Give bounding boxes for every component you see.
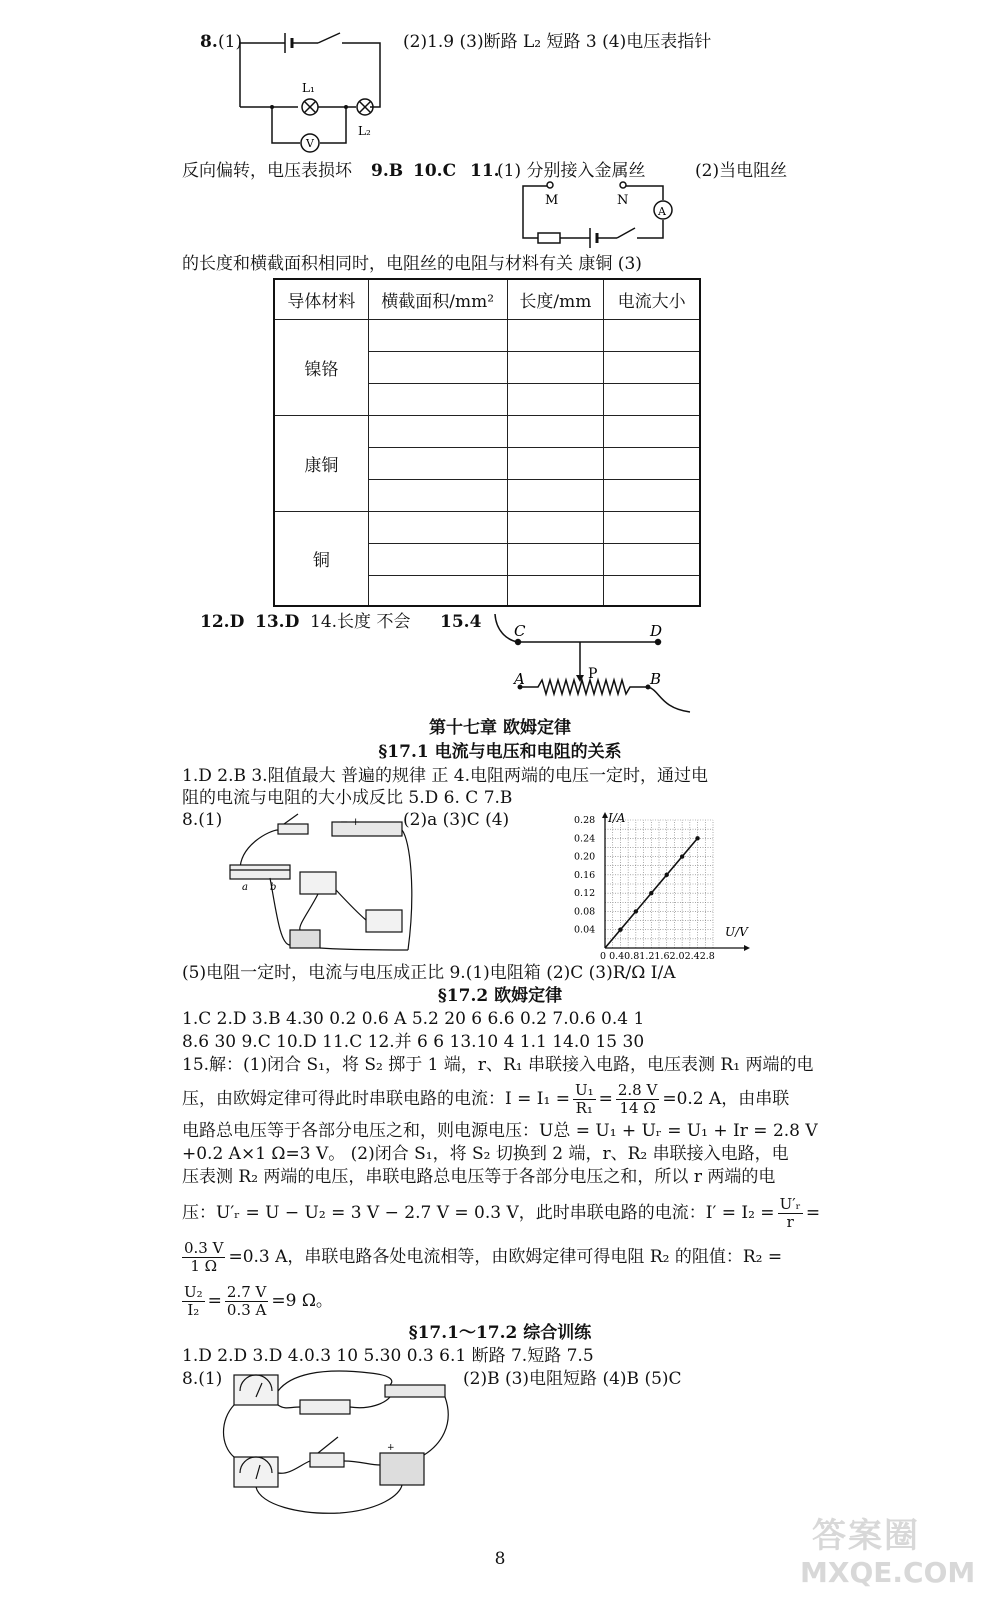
data-point: [649, 891, 653, 895]
denominator: 0.3 A: [226, 1301, 267, 1319]
lamp-l1-label: L₁: [302, 81, 315, 95]
y-tick-label: 0.04: [574, 924, 596, 936]
s172-q15-line6: 压：U′ᵣ = U − U₂ = 3 V − 2.7 V = 0.3 V，此时串联电路的电流：I′ = I₂ = $\frac{\text{U′ᵣ}}{r}$ =: [182, 1195, 821, 1231]
y-tick-label: 0.24: [574, 833, 596, 845]
denominator: r: [786, 1213, 794, 1231]
q9-answer: 9.B: [371, 161, 404, 181]
comp-q8-rest: (2)B (3)电阻短路 (4)B (5)C: [463, 1369, 682, 1389]
s172-q15-line3: 电路总电压等于各部分电压之和，则电源电压：U总 = U₁ + Uᵣ = U₁ + Ir = 2.8 V: [182, 1121, 818, 1141]
section-comprehensive-title: §17.1～17.2 综合训练: [408, 1323, 592, 1343]
numerator: U₂: [184, 1283, 203, 1301]
y-axis-label: I/A: [608, 811, 626, 825]
material-cell: 康铜: [274, 415, 368, 511]
s171-q8-label: 8.(1): [182, 810, 223, 830]
s172-answers-line1: 1.C 2.D 3.B 4.30 0.2 0.6 A 5.2 20 6 6.6 0.2 7.0.6 0.4 1: [182, 1009, 645, 1029]
q15-answer: 15.4: [440, 612, 482, 632]
s172-q15-line5: 压表测 R₂ 两端的电压，串联电路总电压等于各部分电压之和，所以 r 两端的电: [182, 1167, 776, 1187]
y-tick-label: 0.28: [574, 815, 596, 826]
text: =0.2 A，由串联: [662, 1089, 790, 1109]
s172-q15-line2: 压，由欧姆定律可得此时串联电路的电流：I = I₁ = $\frac{\text{U₁}}{\text{R₁}}$ = $\frac{2.8 V}{14 \Omega}$ =0.2 A，由串联: [182, 1081, 790, 1117]
slider-p-label: P: [588, 666, 598, 682]
watermark-url: MXQE.COM: [800, 1556, 976, 1589]
s171-answers-line1: 1.D 2.B 3.阻值最大 普遍的规律 正 4.电阻两端的电压一定时，通过电: [182, 766, 709, 786]
section-17-2-title: §17.2 欧姆定律: [437, 986, 563, 1006]
rheostat-diagram: [490, 612, 700, 720]
numerator: U₁: [574, 1081, 594, 1099]
material-cell: 铜: [274, 511, 368, 606]
text: =9 Ω。: [271, 1291, 333, 1311]
denominator: 14 Ω: [619, 1099, 656, 1117]
comp-answers-line1: 1.D 2.D 3.D 4.0.3 10 5.30 0.3 6.1 断路 7.短路 7.5: [182, 1346, 594, 1366]
apparatus-sketch-2: [220, 1365, 460, 1525]
watermark-logo: 答案圈: [812, 1516, 920, 1556]
s171-q8-rest: (2)a (3)C (4): [403, 810, 510, 830]
s171-answers-line5: (5)电阻一定时，电流与电压成正比 9.(1)电阻箱 (2)C (3)R/Ω I/A: [182, 963, 676, 983]
comp-q8-label: 8.(1): [182, 1369, 223, 1389]
chapter-title: 第十七章 欧姆定律: [429, 718, 571, 738]
x-axis-label: U/V: [725, 925, 748, 939]
table-header: 导体材料: [274, 279, 368, 319]
table-header: 电流大小: [604, 279, 700, 319]
y-tick-label: 0.12: [574, 888, 596, 900]
q8-part1: (1): [218, 32, 243, 52]
q13-answer: 13.D: [255, 612, 300, 632]
x-tick-labels: 0 0.40.81.21.62.02.42.8: [600, 951, 715, 960]
q11-number: 11.: [470, 161, 500, 181]
text: 压，由欧姆定律可得此时串联电路的电流：I = I₁ =: [182, 1089, 570, 1109]
ammeter-label: A: [658, 205, 666, 218]
svg-text:− +: − +: [340, 817, 360, 828]
denominator: 1 Ω: [190, 1257, 218, 1275]
denominator: R₁: [575, 1099, 593, 1117]
svg-text:a: a: [242, 882, 248, 893]
q11-continuation: 的长度和横截面积相同时，电阻丝的电阻与材料有关 康铜 (3): [182, 254, 642, 274]
s172-q15-line4: +0.2 A×1 Ω=3 V。 (2)闭合 S₁，将 S₂ 切换到 2 端，r、R₂ 串联接入电路，电: [182, 1144, 789, 1164]
table-header: 横截面积/mm²: [368, 279, 507, 319]
fraction: [616, 1082, 659, 1117]
series-circuit-diagram: [230, 25, 400, 155]
fraction: [225, 1284, 268, 1319]
fraction: [573, 1082, 596, 1117]
s172-q15-line8: $\frac{\text{U₂}}{\text{I₂}}$ = $\frac{2.7 V}{0.3 A}$ =9 Ω。: [184, 1283, 333, 1319]
numerator: 2.8 V: [617, 1081, 658, 1099]
terminal-m-label: M: [545, 193, 559, 208]
text: 压：U′ᵣ = U − U₂ = 3 V − 2.7 V = 0.3 V，此时串联电路的电流：I′ = I₂ =: [182, 1203, 775, 1223]
data-point: [618, 928, 622, 932]
iu-graph: [568, 810, 758, 960]
data-point: [634, 909, 638, 913]
q8-continuation: 反向偏转，电压表损坏: [182, 161, 352, 181]
material-cell: 镍铬: [274, 319, 368, 415]
voltmeter-label: V: [306, 137, 314, 150]
svg-text:+: +: [387, 1443, 395, 1453]
terminal-c-label: C: [514, 622, 526, 640]
terminal-b-label: B: [650, 670, 662, 688]
q14-answer: 14.长度 不会: [310, 612, 411, 632]
q10-answer: 10.C: [413, 161, 457, 181]
data-point: [695, 836, 699, 840]
page-number: 8: [494, 1549, 506, 1569]
design-data-table: [273, 278, 701, 607]
numerator: 2.7 V: [226, 1283, 267, 1301]
numerator: 0.3 V: [184, 1239, 224, 1257]
svg-text:b: b: [270, 882, 277, 893]
q11-part1: (1) 分别接入金属丝: [497, 161, 646, 181]
lamp-l2-label: L₂: [358, 124, 371, 138]
text: =0.3 A，串联电路各处电流相等，由欧姆定律可得电阻 R₂ 的阻值：R₂ =: [228, 1247, 783, 1267]
apparatus-sketch: [220, 810, 420, 965]
fraction: [778, 1196, 803, 1231]
y-tick-label: 0.20: [574, 851, 596, 863]
section-17-1-title: §17.1 电流与电压和电阻的关系: [378, 742, 622, 762]
data-point: [680, 854, 684, 858]
y-tick-label: 0.16: [574, 869, 596, 881]
resistance-wire-circuit: [505, 180, 685, 255]
s172-answers-line2: 8.6 30 9.C 10.D 11.C 12.并 6 6 13.10 4 1.1 14.0 15 30: [182, 1032, 645, 1052]
denominator: I₂: [187, 1301, 200, 1319]
s172-q15-line1: 15.解：(1)闭合 S₁，将 S₂ 掷于 1 端，r、R₁ 串联接入电路，电压表测 R₁ 两端的电: [182, 1055, 814, 1075]
q11-part2: (2)当电阻丝: [695, 161, 788, 181]
s172-q15-line7: [182, 1240, 782, 1275]
numerator: U′ᵣ: [779, 1195, 801, 1213]
terminal-n-label: N: [617, 193, 629, 208]
q8-number: 8.: [200, 32, 218, 52]
fraction: [182, 1284, 205, 1319]
y-tick-label: 0.08: [574, 906, 596, 918]
terminal-a-label: A: [514, 670, 525, 688]
q12-answer: 12.D: [200, 612, 245, 632]
data-point: [665, 873, 669, 877]
table-header: 长度/mm: [507, 279, 604, 319]
terminal-d-label: D: [650, 622, 663, 640]
fraction: [182, 1240, 225, 1275]
s171-answers-line2: 阻的电流与电阻的大小成反比 5.D 6. C 7.B: [182, 788, 513, 808]
q8-rest: (2)1.9 (3)断路 L₂ 短路 3 (4)电压表指针: [403, 32, 712, 52]
